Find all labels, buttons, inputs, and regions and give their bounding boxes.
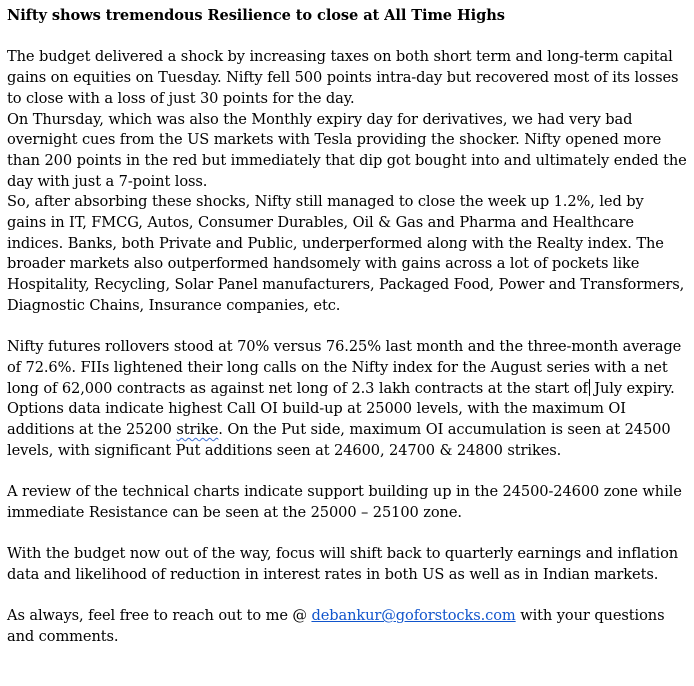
email-link[interactable]: debankur@goforstocks.com — [311, 607, 516, 625]
rollovers-text-start: Nifty futures rollovers stood at 70% versus 76.25% last month and the three-month average of 72.6%. FIIs lightened their long calls on the Nifty index for the August series with a net long of 62,000 contracts as against net long of 2.3 lakh contracts at the start of — [7, 338, 682, 397]
document-body[interactable] — [7, 6, 687, 648]
paragraph-outlook: With the budget now out of the way, focus will shift back to quarterly earnings and inflation data and likelihood of reduction in interest rates in both US as well as in Indian markets. — [7, 545, 679, 583]
paragraph-budget-shock: The budget delivered a shock by increasing taxes on both short term and long-term capital gains on equities on Tuesday. Nifty fell 500 points intra-day but recovered most of its losses to close with a loss of just 30 points for the day. — [7, 48, 679, 107]
rollovers-text-end: . On the Put side, maximum OI accumulation is seen at 24500 levels, with significant Put additions seen at 24600, 24700 & 24800 strikes. — [7, 421, 671, 459]
contact-text-start: As always, feel free to reach out to me @ — [7, 607, 312, 625]
paragraph-thursday-expiry: On Thursday, which was also the Monthly expiry day for derivatives, we had very bad overnight cues from the US markets with Tesla providing the shocker. Nifty opened more than 200 points in the red but immediately that dip got bought into and ultimately ended the day with just a 7-point loss. — [7, 110, 687, 190]
contact-text-end: with your questions and comments. — [7, 607, 665, 646]
paragraph-rollovers — [7, 337, 687, 461]
spellcheck-flagged-word[interactable]: strike — [176, 421, 219, 439]
paragraph-week-summary: So, after absorbing these shocks, Nifty still managed to close the week up 1.2%, led by gains in IT, FMCG, Autos, Consumer Durables, Oil & Gas and Pharma and Healthcare indices. Banks, both Private and Public, underperformed along with the Realty index. The broader markets also outperformed handsomely with gains across a lot of pockets like Hospitality, Recycling, Solar Panel manufacturers, Packaged Food, Power and Transformers, Diagnostic Chains, Insurance companies, etc. — [7, 193, 685, 314]
paragraph-technical-review: A review of the technical charts indicate support building up in the 24500-24600 zone while immediate Resistance can be seen at the 25000 – 25100 zone. — [7, 483, 682, 521]
document-title: Nifty shows tremendous Resilience to close at All Time Highs — [7, 7, 505, 24]
paragraph-contact — [7, 606, 687, 647]
rollovers-text-mid: July expiry. Options data indicate highest Call OI build-up at 25000 levels, with the maximum OI additions at the 25200 — [7, 379, 675, 439]
